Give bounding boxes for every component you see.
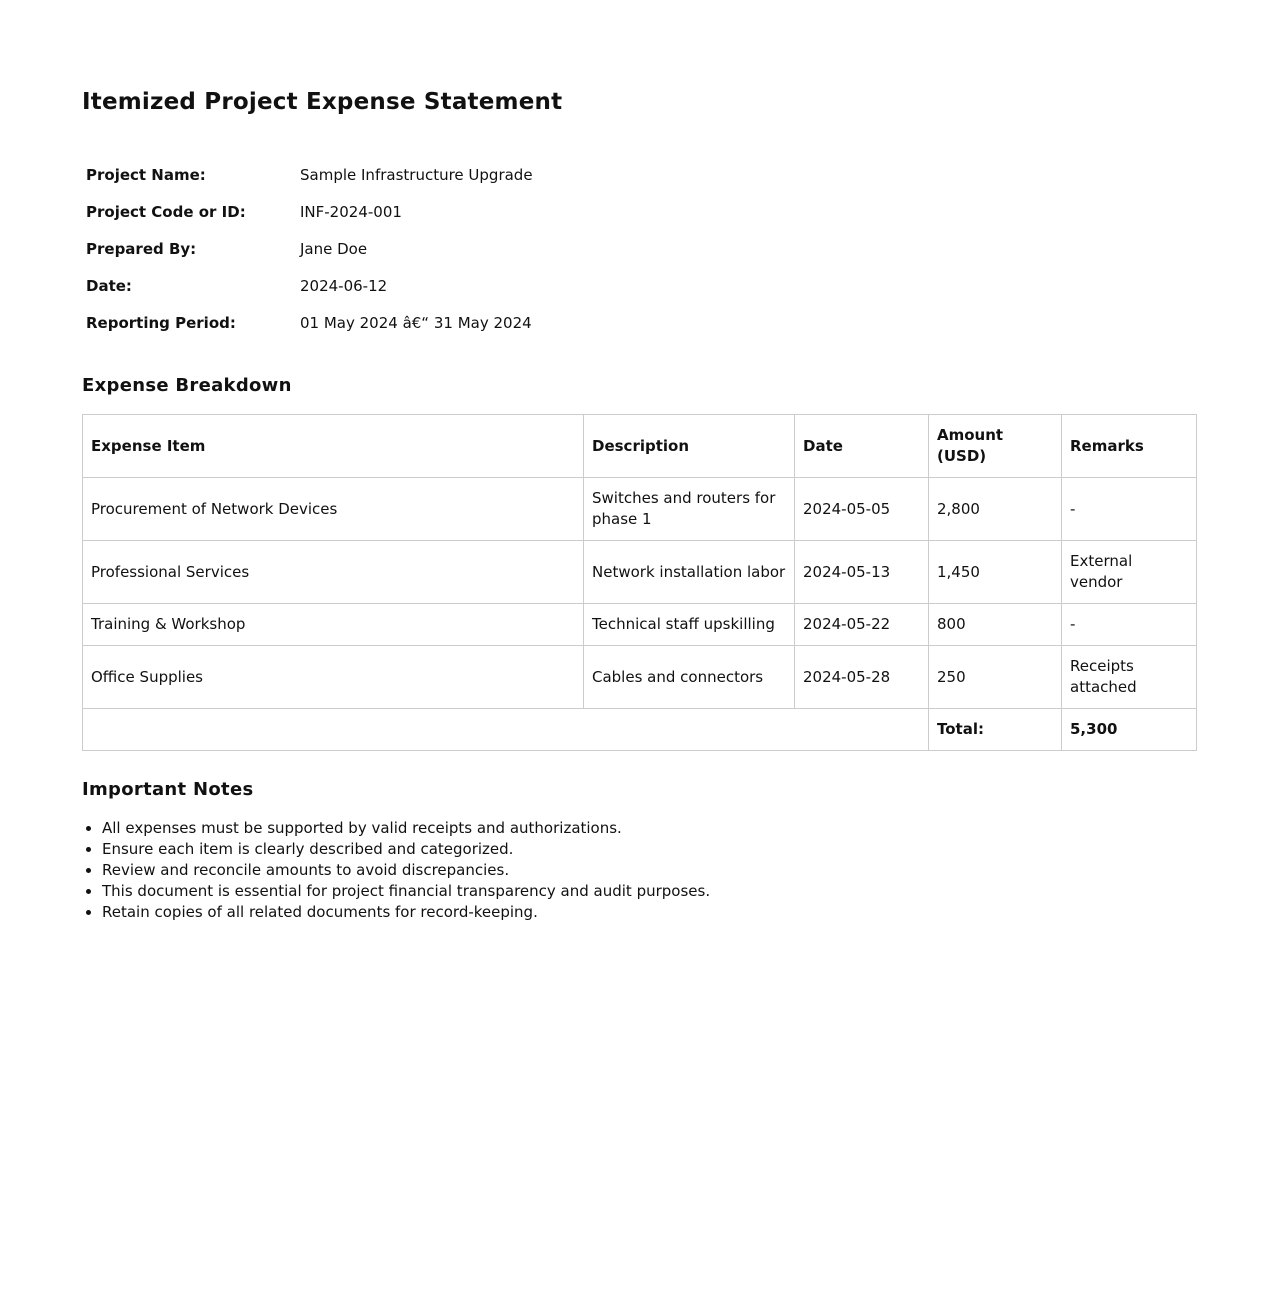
cell-description: Network installation labor	[584, 541, 795, 604]
cell-date: 2024-05-13	[795, 541, 929, 604]
cell-remarks: External vendor	[1062, 541, 1197, 604]
info-row-prepared-by	[82, 230, 537, 267]
list-item: • Ensure each item is clearly described and categorized.	[102, 839, 1196, 860]
important-notes-heading: Important Notes	[82, 779, 254, 800]
table-row	[83, 604, 1197, 646]
info-value: Sample Infrastructure Upgrade	[300, 165, 533, 184]
cell-date: 2024-05-28	[795, 646, 929, 709]
info-row-project-code	[82, 193, 537, 230]
info-label: Project Name:	[86, 165, 206, 184]
list-item: • Review and reconcile amounts to avoid discrepancies.	[102, 860, 1196, 881]
cell-amount: 800	[929, 604, 1062, 646]
column-header-expense-item: Expense Item	[83, 415, 584, 478]
info-value: 2024-06-12	[300, 276, 388, 295]
column-header-remarks: Remarks	[1062, 415, 1197, 478]
cell-remarks: -	[1062, 604, 1197, 646]
total-value: 5,300	[1062, 709, 1197, 751]
cell-description: Switches and routers for phase 1	[584, 478, 795, 541]
table-header-row	[83, 415, 1197, 478]
document-title: Itemized Project Expense Statement	[82, 89, 563, 115]
list-item: • Retain copies of all related documents for record-keeping.	[102, 902, 1196, 923]
total-row-spacer	[83, 709, 929, 751]
expense-table	[82, 414, 1197, 751]
list-item: • This document is essential for project financial transparency and audit purposes.	[102, 881, 1196, 902]
cell-expense-item: Procurement of Network Devices	[83, 478, 584, 541]
info-value: 01 May 2024 â€“ 31 May 2024	[300, 313, 532, 332]
cell-expense-item: Professional Services	[83, 541, 584, 604]
cell-remarks: -	[1062, 478, 1197, 541]
cell-description: Technical staff upskilling	[584, 604, 795, 646]
info-row-date	[82, 267, 537, 304]
info-label: Reporting Period:	[86, 313, 236, 332]
expense-breakdown-heading: Expense Breakdown	[82, 375, 292, 396]
cell-description: Cables and connectors	[584, 646, 795, 709]
info-value: INF-2024-001	[300, 202, 402, 221]
cell-expense-item: Office Supplies	[83, 646, 584, 709]
cell-amount: 250	[929, 646, 1062, 709]
info-value: Jane Doe	[300, 239, 368, 258]
table-row	[83, 646, 1197, 709]
column-header-date: Date	[795, 415, 929, 478]
total-label: Total:	[929, 709, 1062, 751]
info-label: Date:	[86, 276, 132, 295]
info-label: Prepared By:	[86, 239, 197, 258]
column-header-description: Description	[584, 415, 795, 478]
table-row	[83, 541, 1197, 604]
total-row	[83, 709, 1197, 751]
notes-list	[82, 818, 1196, 923]
cell-date: 2024-05-05	[795, 478, 929, 541]
info-row-reporting-period	[82, 304, 537, 341]
cell-expense-item: Training & Workshop	[83, 604, 584, 646]
table-row	[83, 478, 1197, 541]
list-item: • All expenses must be supported by valid receipts and authorizations.	[102, 818, 1196, 839]
info-row-project-name	[82, 156, 537, 193]
cell-date: 2024-05-22	[795, 604, 929, 646]
project-info-table	[82, 156, 537, 341]
cell-amount: 1,450	[929, 541, 1062, 604]
cell-amount: 2,800	[929, 478, 1062, 541]
column-header-amount: Amount (USD)	[929, 415, 1062, 478]
info-label: Project Code or ID:	[86, 202, 246, 221]
cell-remarks: Receipts attached	[1062, 646, 1197, 709]
